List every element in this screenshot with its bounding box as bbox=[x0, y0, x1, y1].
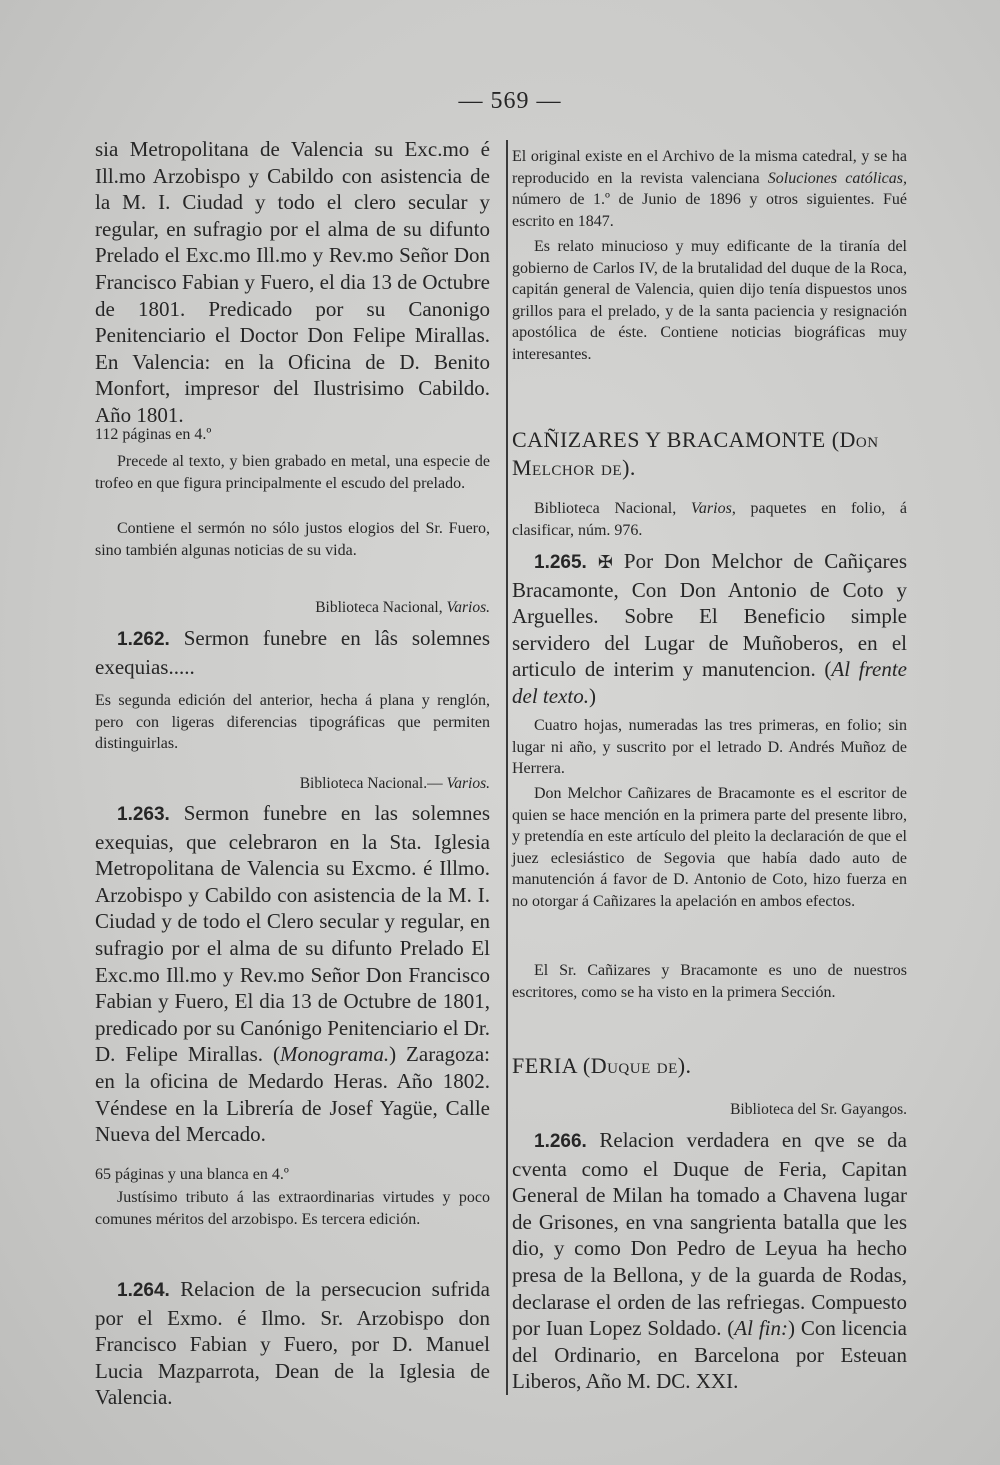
entry-1264 bbox=[95, 1276, 490, 1411]
entry-number: 1.263. bbox=[117, 804, 170, 825]
entry-number: 1.262. bbox=[117, 629, 170, 650]
canizares-library bbox=[512, 498, 907, 541]
entry-1265 bbox=[512, 548, 907, 710]
page-number: — 569 — bbox=[458, 88, 562, 114]
entry-title: Sermon funebre en las solemnes exequias, que celebraron en la Sta. Iglesia Metropolitana de Valencia su Excmo. é Illmo. Arzobispo y Cabildo con asistencia de la M. I. Ciudad y de todo el Clero secular y regular, en sufragio por el alma de su difunto Prelado El Exc.mo Ill.mo y Rev.mo Señor Don Francisco Fabian y Fuero, El dia 13 de Octubre de 1801, predicado por su Canónigo Penitenciario el Dr. D. Felipe Mirallas. ( bbox=[95, 801, 490, 1067]
library-name: Biblioteca Nacional, bbox=[315, 599, 447, 616]
library-collection: Varios bbox=[690, 500, 732, 517]
entry-1263 bbox=[95, 800, 490, 1148]
entry-1265-note-2: Don Melchor Cañizares de Bracamonte es el escritor de quien se hace mención en la primera parte del presente libro, y pretendía en este artículo del pleito la declaración de que el juez eclesiástico de Segovia que había dado auto de manutención á favor de D. Antonio de Coto, hizo fuerza en no otorgar á Cañizares la apelación en ambos efectos. bbox=[512, 785, 907, 910]
entry-1266 bbox=[512, 1127, 907, 1395]
note-text: El original existe en el Archivo de la misma catedral, y se ha reproducido en la revista valenciana bbox=[512, 148, 907, 187]
author-forename: Don Melchor de bbox=[512, 427, 879, 480]
entry-1261-continuation: sia Metropolitana de Valencia su Exc.mo é Ill.mo Arzobispo y Cabildo con asistencia de la M. I. Ciudad y todo el clero secular y regular, en sufragio por el alma de su difunto Prelado el Exc.mo Ill.mo y Rev.mo Señor Don Francisco Fabian y Fuero, el dia 13 de Octubre de 1801. Predicado por su Canonigo Penitenciario el Doctor Don Felipe Mirallas. En Valencia: en la Oficina de D. Benito Monfort, impresor del Ilustrisimo Cabildo. Año 1801. bbox=[95, 137, 490, 427]
note-text-end: número de 1.º de Junio de 1896 y otros siguientes. Fué escrito en 1847. bbox=[512, 191, 907, 230]
entry-1262-note: Es segunda edición del anterior, hecha á plana y renglón, pero con ligeras diferencias tipográficas que permiten distinguirlas. bbox=[95, 692, 490, 752]
author-name: FERIA ( bbox=[512, 1053, 591, 1078]
library-name: Biblioteca Nacional, bbox=[534, 500, 691, 517]
author-heading-canizares bbox=[512, 426, 907, 482]
entry-number: 1.264. bbox=[117, 1280, 170, 1301]
entry-title: Sermon funebre en lâs solemnes exequias..... bbox=[95, 626, 490, 679]
entry-1265-note-1: Cuatro hojas, numeradas las tres primeras, en folio; sin lugar ni año, y suscrito por el letrado D. Andrés Muñoz de Herrera. bbox=[512, 717, 907, 777]
journal-title: Soluciones católicas, bbox=[767, 169, 908, 187]
library-name: Biblioteca Nacional.— bbox=[299, 775, 447, 792]
heading-close: ). bbox=[622, 455, 636, 480]
author-title: Duque de bbox=[590, 1053, 678, 1078]
entry-1263-pages: 65 páginas y una blanca en 4.º bbox=[95, 1166, 289, 1183]
column-divider bbox=[506, 140, 508, 1395]
entry-1265-note-3: El Sr. Cañizares y Bracamonte es uno de nuestros escritores, como se ha visto en la primera Sección. bbox=[512, 962, 907, 1001]
entry-title-italic: Al frente del texto. bbox=[512, 657, 907, 708]
entry-title: Por Don Melchor de Cañiçares Bracamonte, Con Don Antonio de Coto y Arguelles. Sobre El Beneficio simple servidero del Lugar de Muñoberos, en el articulo de interim y manutencion. ( bbox=[512, 549, 907, 682]
entry-title-end: ) bbox=[588, 683, 596, 708]
entry-1263-note: Justísimo tributo á las extraordinarias virtudes y poco comunes méritos del arzobispo. Es tercera edición. bbox=[95, 1189, 490, 1228]
cross-icon: ✠ bbox=[597, 552, 613, 573]
entry-title-italic: Al fin: bbox=[734, 1316, 788, 1341]
entry-title: Relacion verdadera en qve se da cventa como el Duque de Feria, Capitan General de Milan ha tomado a Chavena lugar de Grisones, en vna sangrienta batalla que les dio, y como Don Pedro de Leyua ha hecho presa de la Bellona, y de la guarda de Rodas, declarase el orden de las refriegas. Compuesto por Iuan Lopez Soldado. ( bbox=[512, 1128, 907, 1341]
entry-1262 bbox=[95, 625, 490, 680]
entry-number: 1.266. bbox=[534, 1131, 587, 1152]
entry-1261-pages: 112 páginas en 4.º bbox=[95, 426, 212, 443]
entry-title-end: ) Zaragoza: en la oficina de Medardo Heras. Año 1802. Véndese en la Librería de Josef Yagüe, Calle Nueva del Mercado. bbox=[95, 1042, 490, 1147]
entry-1264-note-1 bbox=[512, 146, 907, 232]
entry-1264-note-2: Es relato minucioso y muy edificante de la tiranía del gobierno de Carlos IV, de la brutalidad del duque de la Roca, capitán general de Valencia, quien dijo tenía dispuestos unos grillos para el prelado, y de la santa paciencia y resignación apostólica de éste. Contiene noticias biográficas muy interesantes. bbox=[512, 238, 907, 363]
entry-1261-note-2: Contiene el sermón no sólo justos elogios del Sr. Fuero, sino también algunas noticias de su vida. bbox=[95, 520, 490, 559]
entry-number: 1.265. bbox=[534, 552, 587, 573]
entry-title: Relacion de la persecucion sufrida por el Exmo. é Ilmo. Sr. Arzobispo don Francisco Fabian y Fuero, por D. Manuel Lucia Mazparrota, Dean de la Iglesia de Valencia. bbox=[95, 1277, 490, 1410]
author-heading-feria bbox=[512, 1052, 907, 1080]
author-name: CAÑIZARES Y BRACAMONTE ( bbox=[512, 427, 840, 452]
library-detail: , paquetes en folio, á clasificar, núm. 976. bbox=[512, 500, 907, 539]
library-collection: Varios. bbox=[446, 599, 490, 616]
feria-library: Biblioteca del Sr. Gayangos. bbox=[730, 1101, 907, 1118]
entry-1263-library bbox=[95, 774, 490, 794]
entry-title-italic: Monograma. bbox=[280, 1042, 390, 1067]
entry-1262-library bbox=[95, 598, 490, 618]
entry-title-end: ) Con licencia del Ordinario, en Barcelona por Esteuan Liberos, Año M. DC. XXI. bbox=[512, 1316, 907, 1394]
entry-1261-note-1: Precede al texto, y bien grabado en metal, una especie de trofeo en que figura principalmente el escudo del prelado. bbox=[95, 453, 490, 492]
library-collection: Varios. bbox=[446, 775, 490, 792]
heading-close: ). bbox=[677, 1053, 692, 1078]
